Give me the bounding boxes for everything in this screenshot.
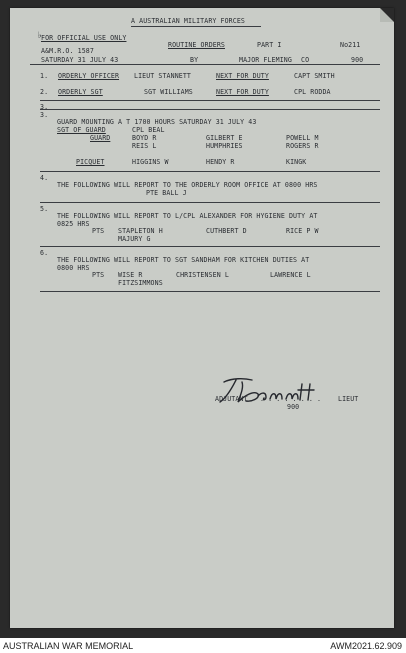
official-use-label: FOR OFFICIAL USE ONLY	[41, 34, 127, 42]
duty-name: CUTHBERT D	[206, 227, 247, 235]
guard-label: GUARD	[90, 134, 111, 142]
picquet-member: HENDY R	[206, 158, 235, 166]
margin-mark: ♭	[37, 31, 43, 41]
section-rule	[40, 171, 380, 172]
item-6-text: THE FOLLOWING WILL REPORT TO SGT SANDHAM FOR KITCHEN DUTIES AT	[57, 256, 310, 264]
duty-name: CHRISTENSEN L	[176, 271, 229, 279]
item-4-name: PTE BALL J	[146, 189, 187, 197]
by-label: BY	[190, 56, 199, 64]
next-for-duty-label: NEXT FOR DUTY	[216, 88, 269, 96]
duty-name: RICE P W	[286, 227, 319, 235]
guard-member: GILBERT E	[206, 134, 243, 142]
signature-unit: 900	[287, 403, 300, 411]
duty-name: MAJURY G	[118, 235, 151, 243]
institution-name: AUSTRALIAN WAR MEMORIAL	[3, 641, 134, 651]
part-label: PART I	[257, 41, 282, 49]
item-number: 4.	[40, 174, 49, 182]
guard-mounting-heading: GUARD MOUNTING A T 1700 HOURS SATURDAY 31 JULY 43	[57, 118, 257, 126]
document-page	[10, 8, 394, 628]
section-rule	[40, 109, 380, 110]
picquet-member: HIGGINS W	[132, 158, 169, 166]
duty-name: STAPLETON H	[118, 227, 163, 235]
item-number: 2.	[40, 88, 49, 96]
routine-orders-label: ROUTINE ORDERS	[168, 41, 225, 49]
adjutant-label: ADJUTANT	[215, 395, 248, 403]
document-title: A AUSTRALIAN MILITARY FORCES	[131, 17, 245, 25]
major-name: MAJOR FLEMING	[239, 56, 292, 64]
guard-member: REIS L	[132, 142, 157, 150]
item-number: 6.	[40, 249, 49, 257]
unit-number: 900	[351, 56, 364, 64]
guard-member: BOYD R	[132, 134, 157, 142]
order-number: No211	[340, 41, 361, 49]
sgt-of-guard-label: SGT OF GUARD	[57, 126, 106, 134]
sgt-of-guard-name: CPL BEAL	[132, 126, 165, 134]
duty-name: FITZSIMMONS	[118, 279, 163, 287]
orderly-officer-name: LIEUT STANNETT	[134, 72, 191, 80]
item-number: 3.	[40, 103, 49, 111]
item-5-time: 0825 HRS	[57, 220, 90, 228]
folded-corner	[380, 8, 394, 22]
next-for-duty-label: NEXT FOR DUTY	[216, 72, 269, 80]
duty-name: WISE R	[118, 271, 143, 279]
pts-label: PTS	[92, 271, 105, 279]
picquet-label: PICQUET	[76, 158, 105, 166]
item-6-time: 0800 HRS	[57, 264, 90, 272]
duty-name: LAWRENCE L	[270, 271, 311, 279]
accession-number: AWM2021.62.909	[330, 641, 402, 651]
guard-member: HUMPHRIES	[206, 142, 243, 150]
section-rule	[40, 100, 380, 101]
signature-rank: LIEUT	[338, 395, 359, 403]
next-for-duty-name: CPL RODDA	[294, 88, 331, 96]
item-5-text: THE FOLLOWING WILL REPORT TO L/CPL ALEXANDER FOR HYGIENE DUTY AT	[57, 212, 318, 220]
pts-label: PTS	[92, 227, 105, 235]
orderly-sgt-name: SGT WILLIAMS	[144, 88, 193, 96]
section-rule	[40, 246, 380, 247]
next-for-duty-name: CAPT SMITH	[294, 72, 335, 80]
orderly-officer-label: ORDERLY OFFICER	[58, 72, 120, 80]
orderly-sgt-label: ORDERLY SGT	[58, 88, 103, 96]
header-rule	[30, 64, 380, 65]
section-rule	[40, 202, 380, 203]
guard-member: ROGERS R	[286, 142, 319, 150]
item-4-text: THE FOLLOWING WILL REPORT TO THE ORDERLY ROOM OFFICE AT 0800 HRS	[57, 181, 318, 189]
item-number: 3.	[40, 111, 49, 119]
caption-bar	[0, 638, 406, 653]
item-number: 5.	[40, 205, 49, 213]
guard-member: POWELL M	[286, 134, 319, 142]
title-underline	[131, 26, 261, 27]
amro-number: A&M.R.O. 1587	[41, 47, 94, 55]
item-number: 1.	[40, 72, 49, 80]
co-label: CO	[301, 56, 310, 64]
signature-dots: . . . . . . . .	[260, 395, 322, 403]
section-rule	[40, 291, 380, 292]
order-date: SATURDAY 31 JULY 43	[41, 56, 119, 64]
picquet-member: KINGK	[286, 158, 307, 166]
